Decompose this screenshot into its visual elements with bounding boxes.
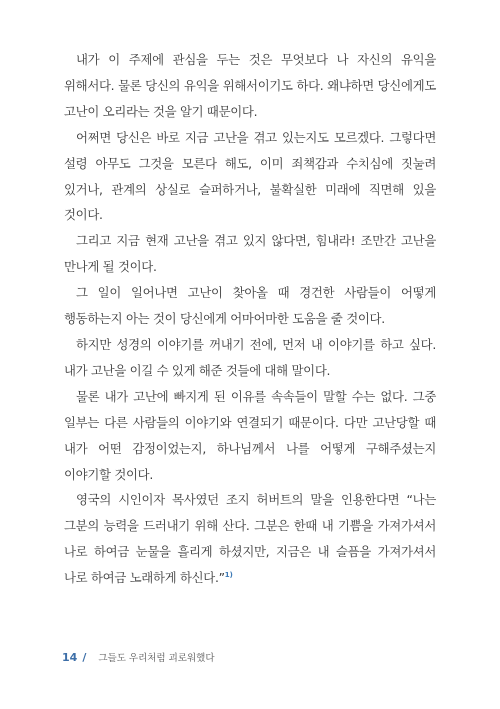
footer-separator: / xyxy=(82,650,87,664)
running-title: 그들도 우리처럼 괴로워했다 xyxy=(98,653,215,664)
paragraph-1-text: 내가 이 주제에 관심을 두는 것은 무엇보다 나 자신의 유익을 위해서다. 물론 당신의 유익을 위해서이기도 하다. 왜냐하면 당신에게도 고난이 오리라는 것을 알기 때문이다. xyxy=(64,52,436,119)
paragraph-5 xyxy=(64,332,436,384)
paragraph-1 xyxy=(64,47,436,125)
paragraph-3 xyxy=(64,228,436,280)
page-number: 14 xyxy=(62,650,78,664)
paragraph-4 xyxy=(64,280,436,332)
paragraph-7 xyxy=(64,487,436,591)
body-text xyxy=(64,47,436,591)
paragraph-6 xyxy=(64,384,436,488)
paragraph-5-text: 하지만 성경의 이야기를 꺼내기 전에, 먼저 내 이야기를 하고 싶다. 내가 고난을 이길 수 있게 해준 것들에 대해 말이다. xyxy=(64,336,436,378)
paragraph-2-text: 어쩌면 당신은 바로 지금 고난을 겪고 있는지도 모르겠다. 그렇다면 설령 아무도 그것을 모른다 해도, 이미 죄책감과 수치심에 짓눌려 있거나, 관계의 상실로 슬퍼하거나, 불확실한 미래에 직면해 있을 것이다. xyxy=(64,129,436,223)
footnote-marker[interactable]: 1) xyxy=(224,571,233,579)
page-footer xyxy=(62,650,215,664)
paragraph-6-text: 물론 내가 고난에 빠지게 된 이유를 속속들이 말할 수는 없다. 그중 일부는 다른 사람들의 이야기와 연결되기 때문이다. 다만 고난당할 때 내가 어떤 감정이었는지, 하나님께서 나를 어떻게 구해주셨는지 이야기할 것이다. xyxy=(64,388,436,482)
paragraph-7-text: 영국의 시인이자 목사였던 조지 허버트의 말을 인용한다면 “나는 그분의 능력을 드러내기 위해 산다. 그분은 한때 내 기쁨을 가져가셔서 나로 하여금 눈물을 흘리게 하셨지만, 지금은 내 슬픔을 가져가셔서 나로 하여금 노래하게 하신다.” xyxy=(64,492,436,586)
paragraph-3-text: 그리고 지금 현재 고난을 겪고 있지 않다면, 힘내라! 조만간 고난을 만나게 될 것이다. xyxy=(64,233,436,275)
paragraph-2 xyxy=(64,125,436,229)
paragraph-4-text: 그 일이 일어나면 고난이 찾아올 때 경건한 사람들이 어떻게 행동하는지 아는 것이 당신에게 어마어마한 도움을 줄 것이다. xyxy=(64,285,436,327)
